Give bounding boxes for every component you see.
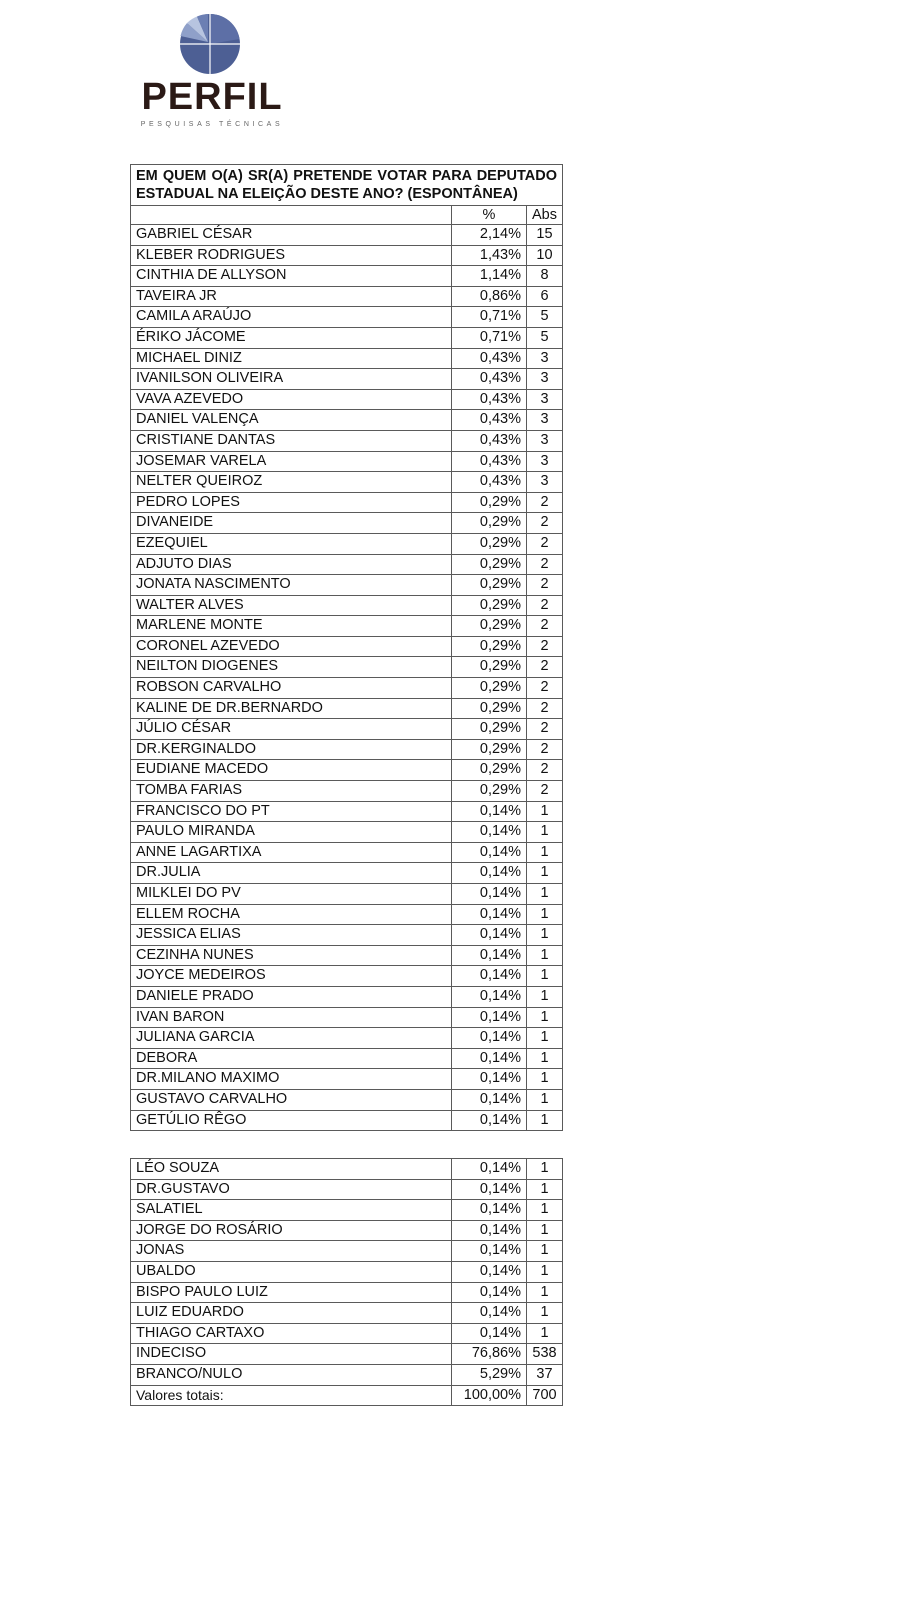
candidate-pct: 0,29% xyxy=(452,636,527,657)
candidate-name: JONAS xyxy=(131,1241,452,1262)
table-row xyxy=(131,472,563,493)
candidate-pct: 0,14% xyxy=(452,1220,527,1241)
candidate-abs: 2 xyxy=(527,513,563,534)
candidate-abs: 3 xyxy=(527,430,563,451)
candidate-abs: 1 xyxy=(527,1089,563,1110)
table-row xyxy=(131,616,563,637)
header-row xyxy=(131,206,563,225)
header-name-cell xyxy=(131,206,452,225)
candidate-pct: 0,43% xyxy=(452,451,527,472)
table-row xyxy=(131,595,563,616)
candidate-pct: 0,14% xyxy=(452,1241,527,1262)
candidate-abs: 2 xyxy=(527,575,563,596)
header-abs: Abs xyxy=(527,206,563,225)
candidate-pct: 0,14% xyxy=(452,1261,527,1282)
candidate-name: KLEBER RODRIGUES xyxy=(131,245,452,266)
candidate-pct: 0,43% xyxy=(452,472,527,493)
table-row xyxy=(131,266,563,287)
candidate-abs: 1 xyxy=(527,986,563,1007)
candidate-pct: 0,71% xyxy=(452,327,527,348)
candidate-name: CORONEL AZEVEDO xyxy=(131,636,452,657)
table-row xyxy=(131,1028,563,1049)
table-row xyxy=(131,554,563,575)
totals-row xyxy=(131,1385,563,1406)
candidate-abs: 1 xyxy=(527,1303,563,1324)
candidate-name: DR.MILANO MAXIMO xyxy=(131,1069,452,1090)
candidate-pct: 0,14% xyxy=(452,842,527,863)
table-row xyxy=(131,1069,563,1090)
table-row xyxy=(131,1220,563,1241)
candidate-name: BISPO PAULO LUIZ xyxy=(131,1282,452,1303)
candidate-abs: 5 xyxy=(527,327,563,348)
table-row xyxy=(131,451,563,472)
candidate-pct: 0,14% xyxy=(452,1028,527,1049)
candidate-abs: 1 xyxy=(527,842,563,863)
candidate-pct: 0,14% xyxy=(452,1179,527,1200)
candidate-abs: 3 xyxy=(527,389,563,410)
candidate-name: DIVANEIDE xyxy=(131,513,452,534)
candidate-abs: 1 xyxy=(527,1282,563,1303)
table-row xyxy=(131,904,563,925)
candidate-abs: 1 xyxy=(527,1179,563,1200)
table-row xyxy=(131,348,563,369)
table-row xyxy=(131,760,563,781)
brand-tagline: PESQUISAS TÉCNICAS xyxy=(140,121,284,128)
table-row xyxy=(131,678,563,699)
candidate-abs: 1 xyxy=(527,904,563,925)
candidate-abs: 1 xyxy=(527,1261,563,1282)
candidate-abs: 2 xyxy=(527,657,563,678)
candidate-pct: 0,14% xyxy=(452,1048,527,1069)
candidate-name: MILKLEI DO PV xyxy=(131,884,452,905)
candidate-abs: 1 xyxy=(527,1007,563,1028)
table-row xyxy=(131,1200,563,1221)
table-row xyxy=(131,1344,563,1365)
candidate-name: LÉO SOUZA xyxy=(131,1159,452,1180)
candidate-pct: 0,29% xyxy=(452,678,527,699)
pie-chart-logo-icon xyxy=(178,12,242,76)
table-row xyxy=(131,698,563,719)
candidate-abs: 2 xyxy=(527,760,563,781)
candidate-name: GABRIEL CÉSAR xyxy=(131,225,452,246)
candidate-abs: 1 xyxy=(527,1241,563,1262)
candidate-pct: 0,14% xyxy=(452,904,527,925)
question-text: EM QUEM O(A) SR(A) PRETENDE VOTAR PARA DEPUTADO ESTADUAL NA ELEIÇÃO DESTE ANO? (ESPONTÂNEA) xyxy=(131,165,563,206)
table-row xyxy=(131,925,563,946)
table-row xyxy=(131,719,563,740)
candidate-name: PAULO MIRANDA xyxy=(131,822,452,843)
candidate-pct: 0,14% xyxy=(452,863,527,884)
candidate-abs: 2 xyxy=(527,739,563,760)
candidate-pct: 0,14% xyxy=(452,966,527,987)
candidate-abs: 6 xyxy=(527,286,563,307)
candidate-name: UBALDO xyxy=(131,1261,452,1282)
candidate-abs: 3 xyxy=(527,451,563,472)
table-row xyxy=(131,369,563,390)
candidate-name: JORGE DO ROSÁRIO xyxy=(131,1220,452,1241)
table-row xyxy=(131,1110,563,1131)
candidate-abs: 1 xyxy=(527,863,563,884)
table-row xyxy=(131,1089,563,1110)
candidate-name: ANNE LAGARTIXA xyxy=(131,842,452,863)
table-row xyxy=(131,1159,563,1180)
candidate-abs: 1 xyxy=(527,925,563,946)
table-row xyxy=(131,966,563,987)
header-pct: % xyxy=(452,206,527,225)
candidate-abs: 2 xyxy=(527,492,563,513)
candidate-abs: 10 xyxy=(527,245,563,266)
table-row xyxy=(131,245,563,266)
table-row xyxy=(131,513,563,534)
candidate-abs: 1 xyxy=(527,1028,563,1049)
candidate-name: TOMBA FARIAS xyxy=(131,781,452,802)
table-row xyxy=(131,533,563,554)
candidate-pct: 0,29% xyxy=(452,739,527,760)
candidate-pct: 0,14% xyxy=(452,986,527,1007)
candidate-pct: 0,43% xyxy=(452,389,527,410)
candidate-pct: 0,14% xyxy=(452,822,527,843)
candidate-abs: 2 xyxy=(527,616,563,637)
candidate-pct: 0,29% xyxy=(452,719,527,740)
candidate-name: JÚLIO CÉSAR xyxy=(131,719,452,740)
candidate-abs: 2 xyxy=(527,781,563,802)
candidate-name: INDECISO xyxy=(131,1344,452,1365)
table-row xyxy=(131,945,563,966)
candidate-name: DR.GUSTAVO xyxy=(131,1179,452,1200)
candidate-abs: 2 xyxy=(527,719,563,740)
candidate-name: EUDIANE MACEDO xyxy=(131,760,452,781)
candidate-abs: 15 xyxy=(527,225,563,246)
candidate-pct: 0,29% xyxy=(452,698,527,719)
candidate-name: MARLENE MONTE xyxy=(131,616,452,637)
candidate-pct: 0,43% xyxy=(452,348,527,369)
table-row xyxy=(131,986,563,1007)
candidate-pct: 0,29% xyxy=(452,533,527,554)
candidate-name: GETÚLIO RÊGO xyxy=(131,1110,452,1131)
candidate-abs: 2 xyxy=(527,554,563,575)
candidate-name: CRISTIANE DANTAS xyxy=(131,430,452,451)
totals-abs: 700 xyxy=(527,1385,563,1406)
candidate-abs: 538 xyxy=(527,1344,563,1365)
candidate-name: DEBORA xyxy=(131,1048,452,1069)
candidate-name: JESSICA ELIAS xyxy=(131,925,452,946)
candidate-abs: 2 xyxy=(527,533,563,554)
totals-label: Valores totais: xyxy=(131,1385,452,1406)
candidate-pct: 0,14% xyxy=(452,1282,527,1303)
candidate-name: ROBSON CARVALHO xyxy=(131,678,452,699)
brand-name: PERFIL xyxy=(141,76,283,118)
candidate-pct: 0,29% xyxy=(452,616,527,637)
candidate-abs: 3 xyxy=(527,472,563,493)
table-row xyxy=(131,492,563,513)
candidate-pct: 0,14% xyxy=(452,1089,527,1110)
candidate-pct: 0,43% xyxy=(452,369,527,390)
candidate-abs: 1 xyxy=(527,1159,563,1180)
candidate-pct: 0,86% xyxy=(452,286,527,307)
candidate-name: DANIEL VALENÇA xyxy=(131,410,452,431)
candidate-name: EZEQUIEL xyxy=(131,533,452,554)
candidate-name: NEILTON DIOGENES xyxy=(131,657,452,678)
candidate-pct: 0,14% xyxy=(452,1069,527,1090)
candidate-name: VAVA AZEVEDO xyxy=(131,389,452,410)
table-row xyxy=(131,1007,563,1028)
candidate-name: ELLEM ROCHA xyxy=(131,904,452,925)
candidate-abs: 37 xyxy=(527,1364,563,1385)
candidate-name: WALTER ALVES xyxy=(131,595,452,616)
candidate-name: DANIELE PRADO xyxy=(131,986,452,1007)
candidate-name: BRANCO/NULO xyxy=(131,1364,452,1385)
candidate-pct: 1,14% xyxy=(452,266,527,287)
candidate-name: IVAN BARON xyxy=(131,1007,452,1028)
candidate-name: GUSTAVO CARVALHO xyxy=(131,1089,452,1110)
candidate-abs: 8 xyxy=(527,266,563,287)
candidate-abs: 3 xyxy=(527,348,563,369)
table-row xyxy=(131,286,563,307)
candidate-pct: 0,14% xyxy=(452,1159,527,1180)
candidate-abs: 1 xyxy=(527,1200,563,1221)
candidate-name: THIAGO CARTAXO xyxy=(131,1323,452,1344)
table-row xyxy=(131,1261,563,1282)
table-row xyxy=(131,1048,563,1069)
table-row xyxy=(131,430,563,451)
table-row xyxy=(131,842,563,863)
totals-pct: 100,00% xyxy=(452,1385,527,1406)
candidate-name: CINTHIA DE ALLYSON xyxy=(131,266,452,287)
candidate-name: MICHAEL DINIZ xyxy=(131,348,452,369)
table-row xyxy=(131,307,563,328)
candidate-name: KALINE DE DR.BERNARDO xyxy=(131,698,452,719)
candidate-pct: 76,86% xyxy=(452,1344,527,1365)
candidate-name: SALATIEL xyxy=(131,1200,452,1221)
candidate-pct: 0,29% xyxy=(452,575,527,596)
candidate-abs: 2 xyxy=(527,678,563,699)
candidate-abs: 1 xyxy=(527,1048,563,1069)
candidate-pct: 0,14% xyxy=(452,1200,527,1221)
candidate-name: JONATA NASCIMENTO xyxy=(131,575,452,596)
perfil-logo xyxy=(124,12,304,128)
table-row xyxy=(131,636,563,657)
candidate-name: PEDRO LOPES xyxy=(131,492,452,513)
table-row xyxy=(131,781,563,802)
candidate-pct: 0,14% xyxy=(452,1323,527,1344)
candidate-name: DR.KERGINALDO xyxy=(131,739,452,760)
candidate-pct: 0,29% xyxy=(452,554,527,575)
candidate-abs: 1 xyxy=(527,966,563,987)
candidate-name: ÉRIKO JÁCOME xyxy=(131,327,452,348)
candidate-abs: 1 xyxy=(527,1323,563,1344)
candidate-abs: 1 xyxy=(527,1220,563,1241)
table-row xyxy=(131,1282,563,1303)
results-table xyxy=(130,164,563,1131)
candidate-pct: 0,29% xyxy=(452,657,527,678)
candidate-pct: 0,29% xyxy=(452,781,527,802)
table-row xyxy=(131,863,563,884)
candidate-pct: 0,14% xyxy=(452,1007,527,1028)
candidate-name: NELTER QUEIROZ xyxy=(131,472,452,493)
candidate-abs: 3 xyxy=(527,369,563,390)
candidate-pct: 0,29% xyxy=(452,513,527,534)
candidate-name: JOSEMAR VARELA xyxy=(131,451,452,472)
table-row xyxy=(131,1179,563,1200)
candidate-name: JOYCE MEDEIROS xyxy=(131,966,452,987)
table-row xyxy=(131,575,563,596)
table-row xyxy=(131,822,563,843)
candidate-pct: 0,29% xyxy=(452,595,527,616)
results-table-continued xyxy=(130,1158,563,1406)
table-row xyxy=(131,801,563,822)
candidate-name: IVANILSON OLIVEIRA xyxy=(131,369,452,390)
table-row xyxy=(131,410,563,431)
candidate-abs: 1 xyxy=(527,945,563,966)
table-row xyxy=(131,389,563,410)
candidate-abs: 5 xyxy=(527,307,563,328)
candidate-abs: 1 xyxy=(527,801,563,822)
table-row xyxy=(131,1303,563,1324)
candidate-abs: 2 xyxy=(527,636,563,657)
candidate-abs: 1 xyxy=(527,884,563,905)
candidate-name: CAMILA ARAÚJO xyxy=(131,307,452,328)
candidate-pct: 0,71% xyxy=(452,307,527,328)
question-row xyxy=(131,165,563,206)
candidate-pct: 0,43% xyxy=(452,430,527,451)
candidate-name: JULIANA GARCIA xyxy=(131,1028,452,1049)
candidate-pct: 0,14% xyxy=(452,925,527,946)
candidate-pct: 0,14% xyxy=(452,1303,527,1324)
candidate-name: LUIZ EDUARDO xyxy=(131,1303,452,1324)
candidate-abs: 1 xyxy=(527,822,563,843)
candidate-pct: 0,29% xyxy=(452,492,527,513)
candidate-abs: 1 xyxy=(527,1069,563,1090)
candidate-name: DR.JULIA xyxy=(131,863,452,884)
table-row xyxy=(131,1364,563,1385)
candidate-pct: 0,29% xyxy=(452,760,527,781)
table-row xyxy=(131,225,563,246)
table-row xyxy=(131,1323,563,1344)
candidate-name: CEZINHA NUNES xyxy=(131,945,452,966)
candidate-abs: 2 xyxy=(527,698,563,719)
table-row xyxy=(131,657,563,678)
candidate-abs: 3 xyxy=(527,410,563,431)
candidate-pct: 0,14% xyxy=(452,801,527,822)
candidate-pct: 0,14% xyxy=(452,884,527,905)
table-row xyxy=(131,1241,563,1262)
candidate-pct: 0,14% xyxy=(452,1110,527,1131)
candidate-pct: 0,43% xyxy=(452,410,527,431)
candidate-name: FRANCISCO DO PT xyxy=(131,801,452,822)
table-row xyxy=(131,739,563,760)
candidate-pct: 1,43% xyxy=(452,245,527,266)
candidate-pct: 2,14% xyxy=(452,225,527,246)
candidate-name: ADJUTO DIAS xyxy=(131,554,452,575)
candidate-pct: 0,14% xyxy=(452,945,527,966)
candidate-pct: 5,29% xyxy=(452,1364,527,1385)
candidate-abs: 1 xyxy=(527,1110,563,1131)
table-row xyxy=(131,884,563,905)
candidate-name: TAVEIRA JR xyxy=(131,286,452,307)
candidate-abs: 2 xyxy=(527,595,563,616)
table-row xyxy=(131,327,563,348)
